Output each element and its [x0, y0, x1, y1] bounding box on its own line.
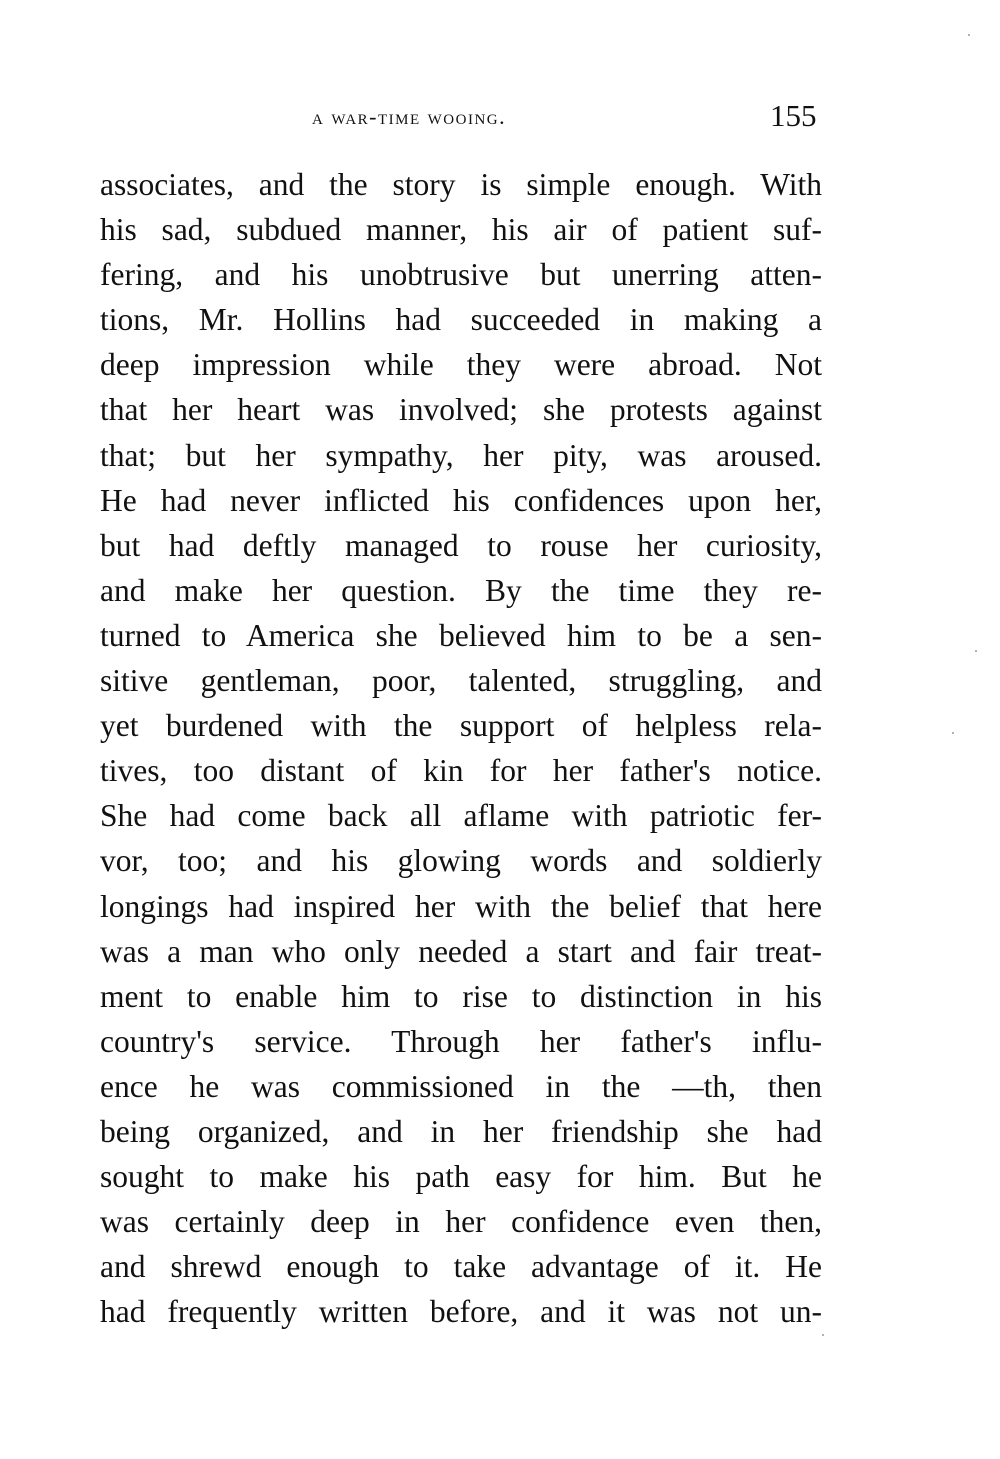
text-line: associates, and the story is simple enough. With	[100, 167, 822, 202]
running-head	[0, 98, 1000, 138]
text-line: deep impression while they were abroad. Not	[100, 347, 822, 383]
text-line: fering, and his unobtrusive but unerring atten-	[100, 257, 822, 293]
body-text	[100, 162, 822, 1334]
text-line: but had deftly managed to rouse her curiosity,	[100, 527, 822, 563]
text-line: and shrewd enough to take advantage of it. He	[100, 1249, 822, 1285]
text-line: was certainly deep in her confidence even then,	[100, 1204, 822, 1240]
scan-speck	[975, 650, 977, 652]
text-line: and make her question. By the time they re-	[100, 572, 822, 608]
text-line: longings had inspired her with the belief that here	[100, 888, 822, 924]
text-line: tives, too distant of kin for her father's notice.	[100, 753, 822, 789]
text-line: had frequently written before, and it was not un-	[100, 1294, 822, 1330]
text-line: being organized, and in her friendship she had	[100, 1113, 822, 1149]
text-line: ence he was commissioned in the —th, then	[100, 1068, 822, 1104]
scan-speck	[822, 1334, 824, 1336]
text-line: sitive gentleman, poor, talented, struggling, and	[100, 663, 822, 699]
text-line: ment to enable him to rise to distinction in his	[100, 978, 822, 1014]
text-line: vor, too; and his glowing words and soldierly	[100, 843, 822, 879]
text-line: He had never inflicted his confidences upon her,	[100, 482, 822, 518]
text-line: country's service. Through her father's influ-	[100, 1023, 822, 1059]
text-line: was a man who only needed a start and fair treat-	[100, 933, 822, 969]
text-line: sought to make his path easy for him. But he	[100, 1159, 822, 1195]
text-line: tions, Mr. Hollins had succeeded in making a	[100, 302, 822, 338]
text-line: his sad, subdued manner, his air of patient suf-	[100, 212, 822, 248]
text-line: She had come back all aflame with patriotic fer-	[100, 798, 822, 834]
running-title: a war-time wooing.	[312, 104, 507, 129]
text-line: that her heart was involved; she protests against	[100, 392, 822, 428]
scan-speck	[968, 34, 970, 36]
scan-speck	[952, 732, 954, 734]
text-line: that; but her sympathy, her pity, was aroused.	[100, 437, 822, 473]
text-line: yet burdened with the support of helpless rela-	[100, 708, 822, 744]
page-number: 155	[770, 98, 817, 133]
text-line: turned to America she believed him to be a sen-	[100, 617, 822, 653]
